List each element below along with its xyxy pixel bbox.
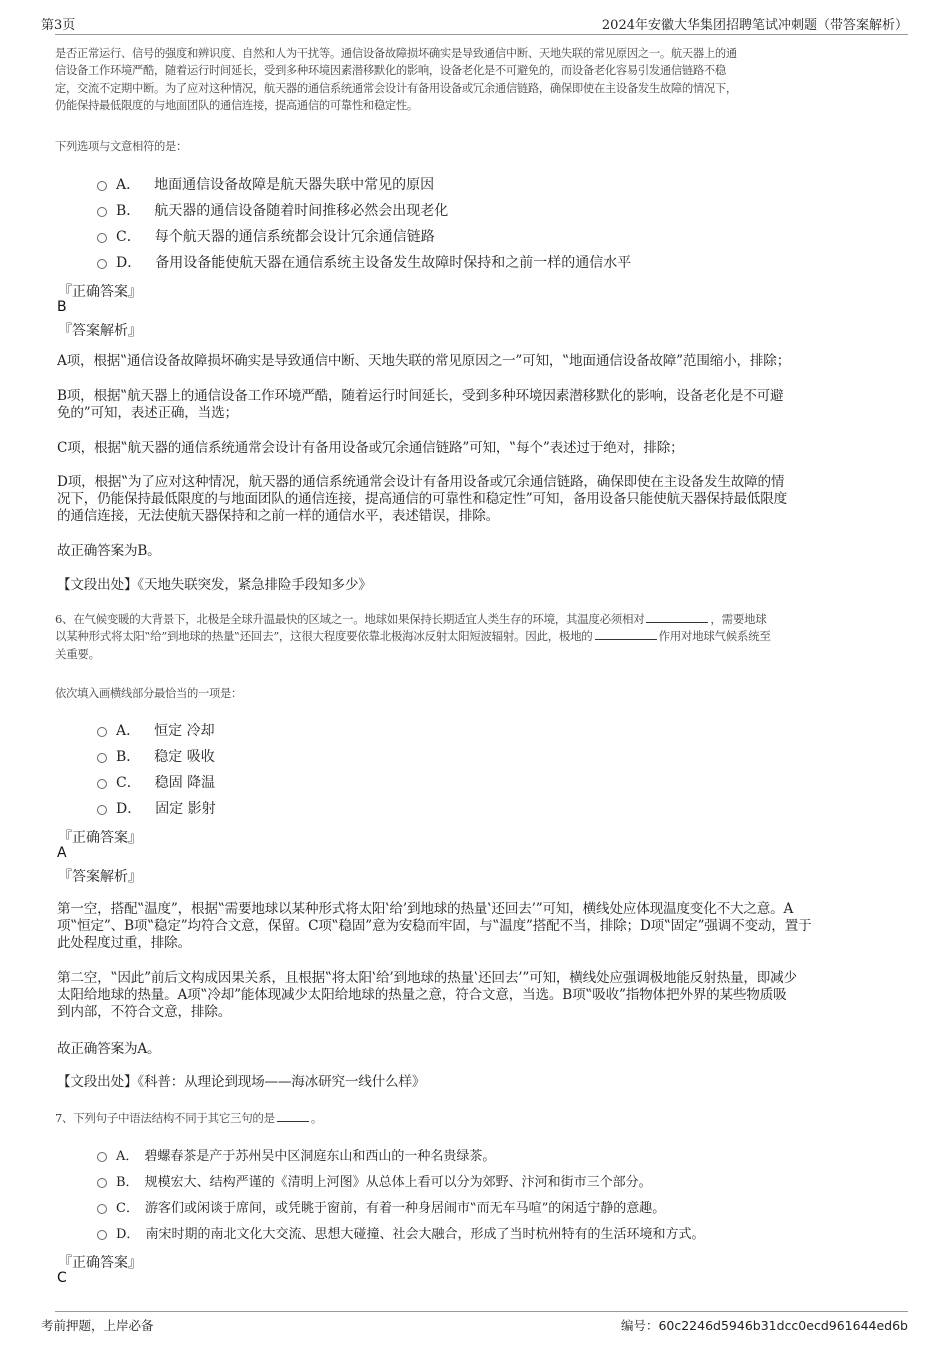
footer-slogan: 考前押题，上岸必备	[41, 1318, 154, 1333]
radio-icon[interactable]	[97, 1152, 107, 1162]
q5-analysis-c: C项，根据‟航天器的通信系统通常会设计有备用设备或冗余通信链路”可知，‟每个”表述过于绝对，排除；	[57, 440, 684, 456]
q6-source: 【文段出处】《科普：从理论到现场——海冰研究一线什么样》	[57, 1074, 426, 1090]
document-code: 编号：60c2246d5946b31dcc0ecd961644ed6b	[620, 1318, 908, 1333]
q5-option-d[interactable]: D． 备用设备能使航天器在通信系统主设备发生故障时保持和之前一样的通信水平	[97, 252, 631, 272]
passage-line: 定，交流不定期中断。为了应对这种情况，航天器的通信系统通常会设计有备用设备或冗余通信链路，确保即使在主设备发生故障的情况下，	[55, 81, 737, 95]
q5-analysis-label: 『答案解析』	[58, 323, 142, 339]
q5-passage	[55, 45, 908, 115]
radio-icon[interactable]	[97, 1178, 107, 1188]
radio-icon[interactable]	[97, 259, 107, 269]
radio-icon[interactable]	[97, 181, 107, 191]
q5-answer: B	[57, 299, 67, 315]
q6-prompt: 依次填入画横线部分最恰当的一项是：	[55, 687, 242, 700]
header-divider	[55, 34, 908, 35]
q5-analysis-b: B项，根据‟航天器上的通信设备工作环境严酷，随着运行时间延长，受到多种环境因素潜移默化的影响，设备老化是不可避 免的”可知，表述正确，当选；	[57, 388, 784, 421]
q6-option-d[interactable]: D． 固定 影射	[97, 798, 216, 818]
fill-blank	[277, 1111, 309, 1122]
passage-line: 信设备工作环境严酷，随着运行时间延长，受到多种环境因素潜移默化的影响，设备老化是不可避免的，而设备老化容易引发通信链路不稳	[55, 64, 726, 78]
passage-line: 仍能保持最低限度的与地面团队的通信连接，提高通信的可靠性和稳定性。	[55, 99, 418, 113]
q5-option-a[interactable]: A． 地面通信设备故障是航天器失联中常见的原因	[97, 174, 434, 194]
q6-option-c[interactable]: C． 稳固 降温	[97, 772, 215, 792]
q6-analysis-label: 『答案解析』	[58, 869, 142, 885]
radio-icon[interactable]	[97, 753, 107, 763]
q7-stem: 7、下列句子中语法结构不同于其它三句的是 。	[55, 1111, 323, 1125]
q5-conclusion: 故正确答案为B。	[57, 543, 161, 559]
q5-option-b[interactable]: B． 航天器的通信设备随着时间推移必然会出现老化	[97, 200, 448, 220]
radio-icon[interactable]	[97, 805, 107, 815]
q7-answer: C	[57, 1270, 67, 1286]
q6-stem: 6、在气候变暖的大背景下，北极是全球升温最快的区域之一。地球如果保持长期适宜人类生存的环境，其温度必须相对 ，需要地球 以某种形式将太阳‟给”到地球的热量‟还回去”，这很大程度要依靠北极海冰反射太阳短波辐射。因此，极地的 作用对地球气候系统至 关重要。	[55, 612, 771, 661]
q6-conclusion: 故正确答案为A。	[57, 1041, 161, 1057]
q7-option-b[interactable]: B． 规模宏大、结构严谨的《清明上河图》从总体上看可以分为郊野、汴河和街市三个部分。	[97, 1171, 652, 1190]
q5-prompt: 下列选项与文意相符的是：	[55, 140, 187, 153]
radio-icon[interactable]	[97, 233, 107, 243]
q6-option-a[interactable]: A． 恒定 冷却	[97, 720, 215, 740]
q6-answer-label: 『正确答案』	[58, 830, 142, 846]
fill-blank	[646, 612, 708, 623]
radio-icon[interactable]	[97, 779, 107, 789]
document-title: 2024年安徽大华集团招聘笔试冲刺题（带答案解析）	[601, 18, 908, 33]
q6-analysis-second-blank: 第二空，‟因此”前后文构成因果关系，且根据‟将太阳‛给’到地球的热量‛还回去’”可知，横线处应强调极地能反射热量，即减少 太阳给地球的热量。A项‟冷却”能体现减少太阳给地球的热量之意，符合文意，当选。B项‟吸收”指物体把外界的某些物质吸 到内部，不符合文意，排除。	[57, 970, 797, 1020]
q6-option-b[interactable]: B． 稳定 吸收	[97, 746, 215, 766]
radio-icon[interactable]	[97, 1204, 107, 1214]
q5-analysis-d: D项，根据‟为了应对这种情况，航天器的通信系统通常会设计有备用设备或冗余通信链路，确保即使在主设备发生故障的情 况下，仍能保持最低限度的与地面团队的通信连接，提高通信的可靠性和稳定性”可知，备用设备只能使航天器保持最低限度 的通信连接，无法使航天器保持和之前一样的通信水平，表述错误，排除。	[57, 474, 788, 524]
passage-line: 是否正常运行、信号的强度和辨识度、自然和人为干扰等。通信设备故障损坏确实是导致通信中断、天地失联的常见原因之一。航天器上的通	[55, 47, 737, 60]
fill-blank	[595, 629, 657, 640]
radio-icon[interactable]	[97, 207, 107, 217]
q6-analysis-first-blank: 第一空，搭配‟温度”，根据‟需要地球以某种形式将太阳‛给’到地球的热量‛还回去’”可知，横线处应体现温度变化不大之意。A 项‟恒定”、B项‟稳定”均符合文意，保留。C项‟稳固”意为安稳而牢固，与‟温度”搭配不当，排除；D项‟固定”强调不变动，置于 此处程度过重，排除。	[57, 901, 812, 951]
footer-divider	[55, 1311, 908, 1312]
page-number: 第3页	[41, 18, 76, 33]
q5-source: 【文段出处】《天地失联突发，紧急排险手段知多少》	[57, 577, 372, 593]
q6-answer: A	[57, 845, 67, 861]
q5-option-c[interactable]: C． 每个航天器的通信系统都会设计冗余通信链路	[97, 226, 435, 246]
radio-icon[interactable]	[97, 1230, 107, 1240]
q7-option-d[interactable]: D． 南宋时期的南北文化大交流、思想大碰撞、社会大融合，形成了当时杭州特有的生活环境和方式。	[97, 1223, 704, 1242]
q5-analysis-a: A项，根据‟通信设备故障损坏确实是导致通信中断、天地失联的常见原因之一”可知，‟地面通信设备故障”范围缩小，排除；	[57, 353, 791, 369]
q7-answer-label: 『正确答案』	[58, 1255, 142, 1271]
q7-option-c[interactable]: C． 游客们或闲谈于席间，或凭眺于窗前，有着一种身居闹市‟而无车马喧”的闲适宁静的意趣。	[97, 1197, 665, 1216]
q5-answer-label: 『正确答案』	[58, 284, 142, 300]
q7-option-a[interactable]: A． 碧螺春茶是产于苏州吴中区洞庭东山和西山的一种名贵绿茶。	[97, 1145, 495, 1164]
radio-icon[interactable]	[97, 727, 107, 737]
